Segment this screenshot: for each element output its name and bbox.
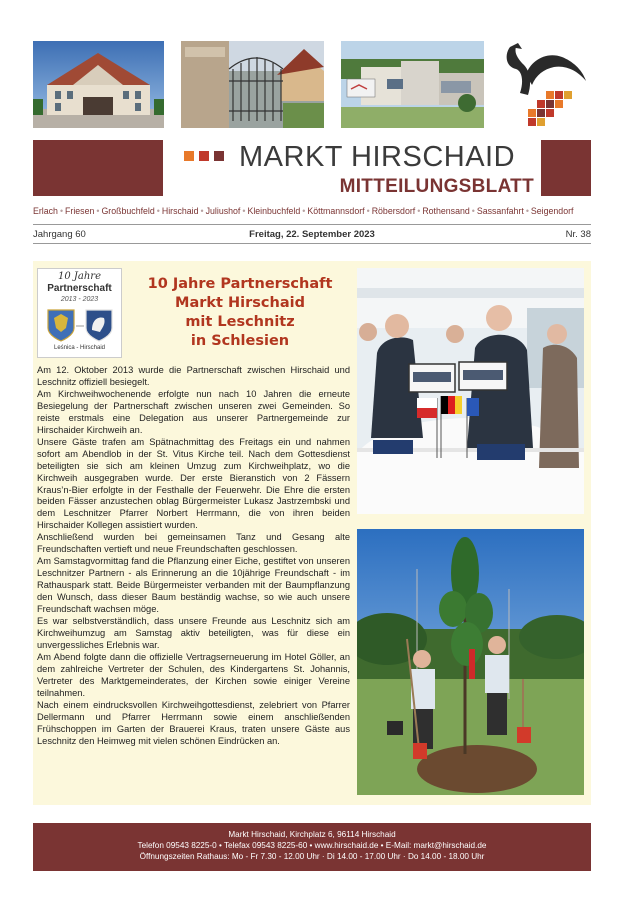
logo-title: 10 Jahre — [57, 271, 101, 282]
town-hall-photo — [33, 41, 164, 128]
footer-hours: Öffnungszeiten Rathaus: Mo - Fr 7.30 - 12.00 Uhr · Di 14.00 - 17.00 Uhr · Do 14.00 - 18.00 Uhr — [139, 852, 485, 861]
headline-line-3: mit Leschnitz — [185, 314, 295, 330]
coat-of-arms-icon — [44, 306, 116, 344]
separator-dot-icon: • — [96, 206, 100, 216]
paragraph: Am Abend folgte dann die offizielle Vertragserneuerung im Hotel Göller, an dem zahlreiche Vertreter der Schulen, des Kindergartens St. Johannis, Vertreter des Marktgemeinderates, der Kirchen sowie einiger Vereine teilnahmen. — [37, 651, 350, 698]
accent-square-1 — [184, 151, 194, 161]
paragraph: Anschließend wurden bei gemeinsamen Tanz und Gesang alte Freundschaften vertieft und neue Freundschaften geschlossen. — [37, 532, 350, 555]
paragraph: Am 12. Oktober 2013 wurde die Partnerschaft zwischen Hirschaid und Leschnitz offiziell besiegelt. — [37, 365, 350, 387]
logo-subtitle: Partnerschaft — [47, 283, 112, 294]
separator-dot-icon: • — [59, 206, 64, 216]
partnership-logo — [37, 268, 122, 358]
contract-signing-photo — [357, 268, 584, 514]
issue-rule-top — [33, 224, 591, 225]
separator-dot-icon: • — [366, 206, 370, 216]
issue-rule-bottom — [33, 243, 591, 244]
village-name: Rothensand — [422, 206, 470, 216]
village-name: Friesen — [65, 206, 95, 216]
village-name: Juliushof — [205, 206, 241, 216]
paragraph: Nach einem eindrucksvollen Kirchweihgottesdienst, zelebriert von Pfarrer Dellermann und Pfarrer Herrmann sowie einem anschließenden Frühschoppen im Garten der Brauerei Kraus, traten unsere Gäste aus Leschnitz den Heimweg mit vielen schönen Eindrücken an. — [37, 699, 350, 746]
village-name: Köttmannsdorf — [307, 206, 365, 216]
accent-square-2 — [199, 151, 209, 161]
village-name: Großbuchfeld — [101, 206, 155, 216]
separator-dot-icon: • — [242, 206, 246, 216]
village-name: Sassanfahrt — [476, 206, 524, 216]
footer-address: Markt Hirschaid, Kirchplatz 6, 96114 Hirschaid — [228, 830, 396, 839]
separator-dot-icon: • — [302, 206, 306, 216]
issue-volume: Jahrgang 60 — [33, 229, 86, 240]
paragraph: Unsere Gäste trafen am Spätnachmittag des Freitags ein und nahmen sofort am Abendlob in der St. Vitus Kirche teil. Nach dem Gottesdienst beteiligten sie sich am kleinen Umzug zum Kirchweihplatz, wo die Kirchweih ausgegraben wurde. Der erste Bieranstich von 2 Fässern Kraus’n-Bier erfolgte in der Festhalle der Feuerwehr. Die Ehre die ersten beiden Fässer anzustechen oblag Bürgermeister Lukasz Jastrzembski und dem Leschnitzer Pfarrer Norbert Herrmann, die von ihren beiden Hirschaider Kollegen assistiert wurden. — [37, 436, 350, 531]
logo-years: 2013 - 2023 — [60, 296, 99, 303]
paragraph: Am Kirchweihwochenende erfolgte nun nach 10 Jahren die erneute Besiegelung der Partnerschaft zwischen unseren zwei Gemeinden. So reiste erstmals eine Delegation aus unserer Partnergemeinde zur Hirschaider Kirchweih an. — [37, 388, 350, 435]
logo-towns: Leśnica - Hirschaid — [53, 345, 106, 351]
gate-photo — [181, 41, 324, 128]
separator-dot-icon: • — [156, 206, 160, 216]
village-list — [33, 206, 593, 216]
tree-planting-photo — [357, 529, 584, 795]
village-name: Röbersdorf — [371, 206, 416, 216]
separator-dot-icon: • — [471, 206, 475, 216]
separator-dot-icon: • — [417, 206, 421, 216]
village-name: Seigendorf — [530, 206, 574, 216]
issue-date: Freitag, 22. September 2023 — [249, 229, 375, 240]
headline-line-2: Markt Hirschaid — [175, 295, 305, 311]
hirschaid-logo — [502, 41, 592, 128]
masthead-subtitle: MITTEILUNGSBLATT — [339, 176, 534, 197]
village-name: Erlach — [33, 206, 58, 216]
separator-dot-icon: • — [200, 206, 204, 216]
separator-dot-icon: • — [525, 206, 529, 216]
masthead-title: MARKT HIRSCHAID — [239, 141, 516, 173]
footer-contact: Telefon 09543 8225-0 • Telefax 09543 8225-60 • www.hirschaid.de • E-Mail: markt@hirschaid.de — [137, 841, 487, 850]
paragraph: Am Samstagvormittag fand die Pflanzung einer Eiche, gestiftet von unseren Leschnitzer Partnern - als Erinnerung an die 10jährige Freundschaft - im Rathauspark statt. Beide Bürgermeister verbanden mit der Baumpflanzung den Wunsch, dass dieser Baum beständig wachse, so wie auch unsere Freundschaft wachsen möge. — [37, 556, 350, 615]
paragraph: Es war selbstverständlich, dass unsere Freunde aus Leschnitz sich am Kirchweihumzug am Samstag aktiv beteiligten, was für diese ein unvergessliches Erlebnis war. — [37, 616, 350, 650]
masthead-bar-left — [33, 140, 163, 196]
issue-number: Nr. 38 — [565, 229, 591, 240]
accent-square-3 — [214, 151, 224, 161]
school-building-photo — [341, 41, 484, 128]
masthead-bar-right — [541, 140, 591, 196]
article-headline — [130, 275, 350, 351]
headline-line-1: 10 Jahre Partnerschaft — [147, 276, 333, 292]
footer-bar — [33, 823, 591, 871]
village-name: Kleinbuchfeld — [247, 206, 301, 216]
article-body — [37, 365, 350, 748]
headline-line-4: in Schlesien — [190, 333, 290, 349]
village-name: Hirschaid — [161, 206, 199, 216]
